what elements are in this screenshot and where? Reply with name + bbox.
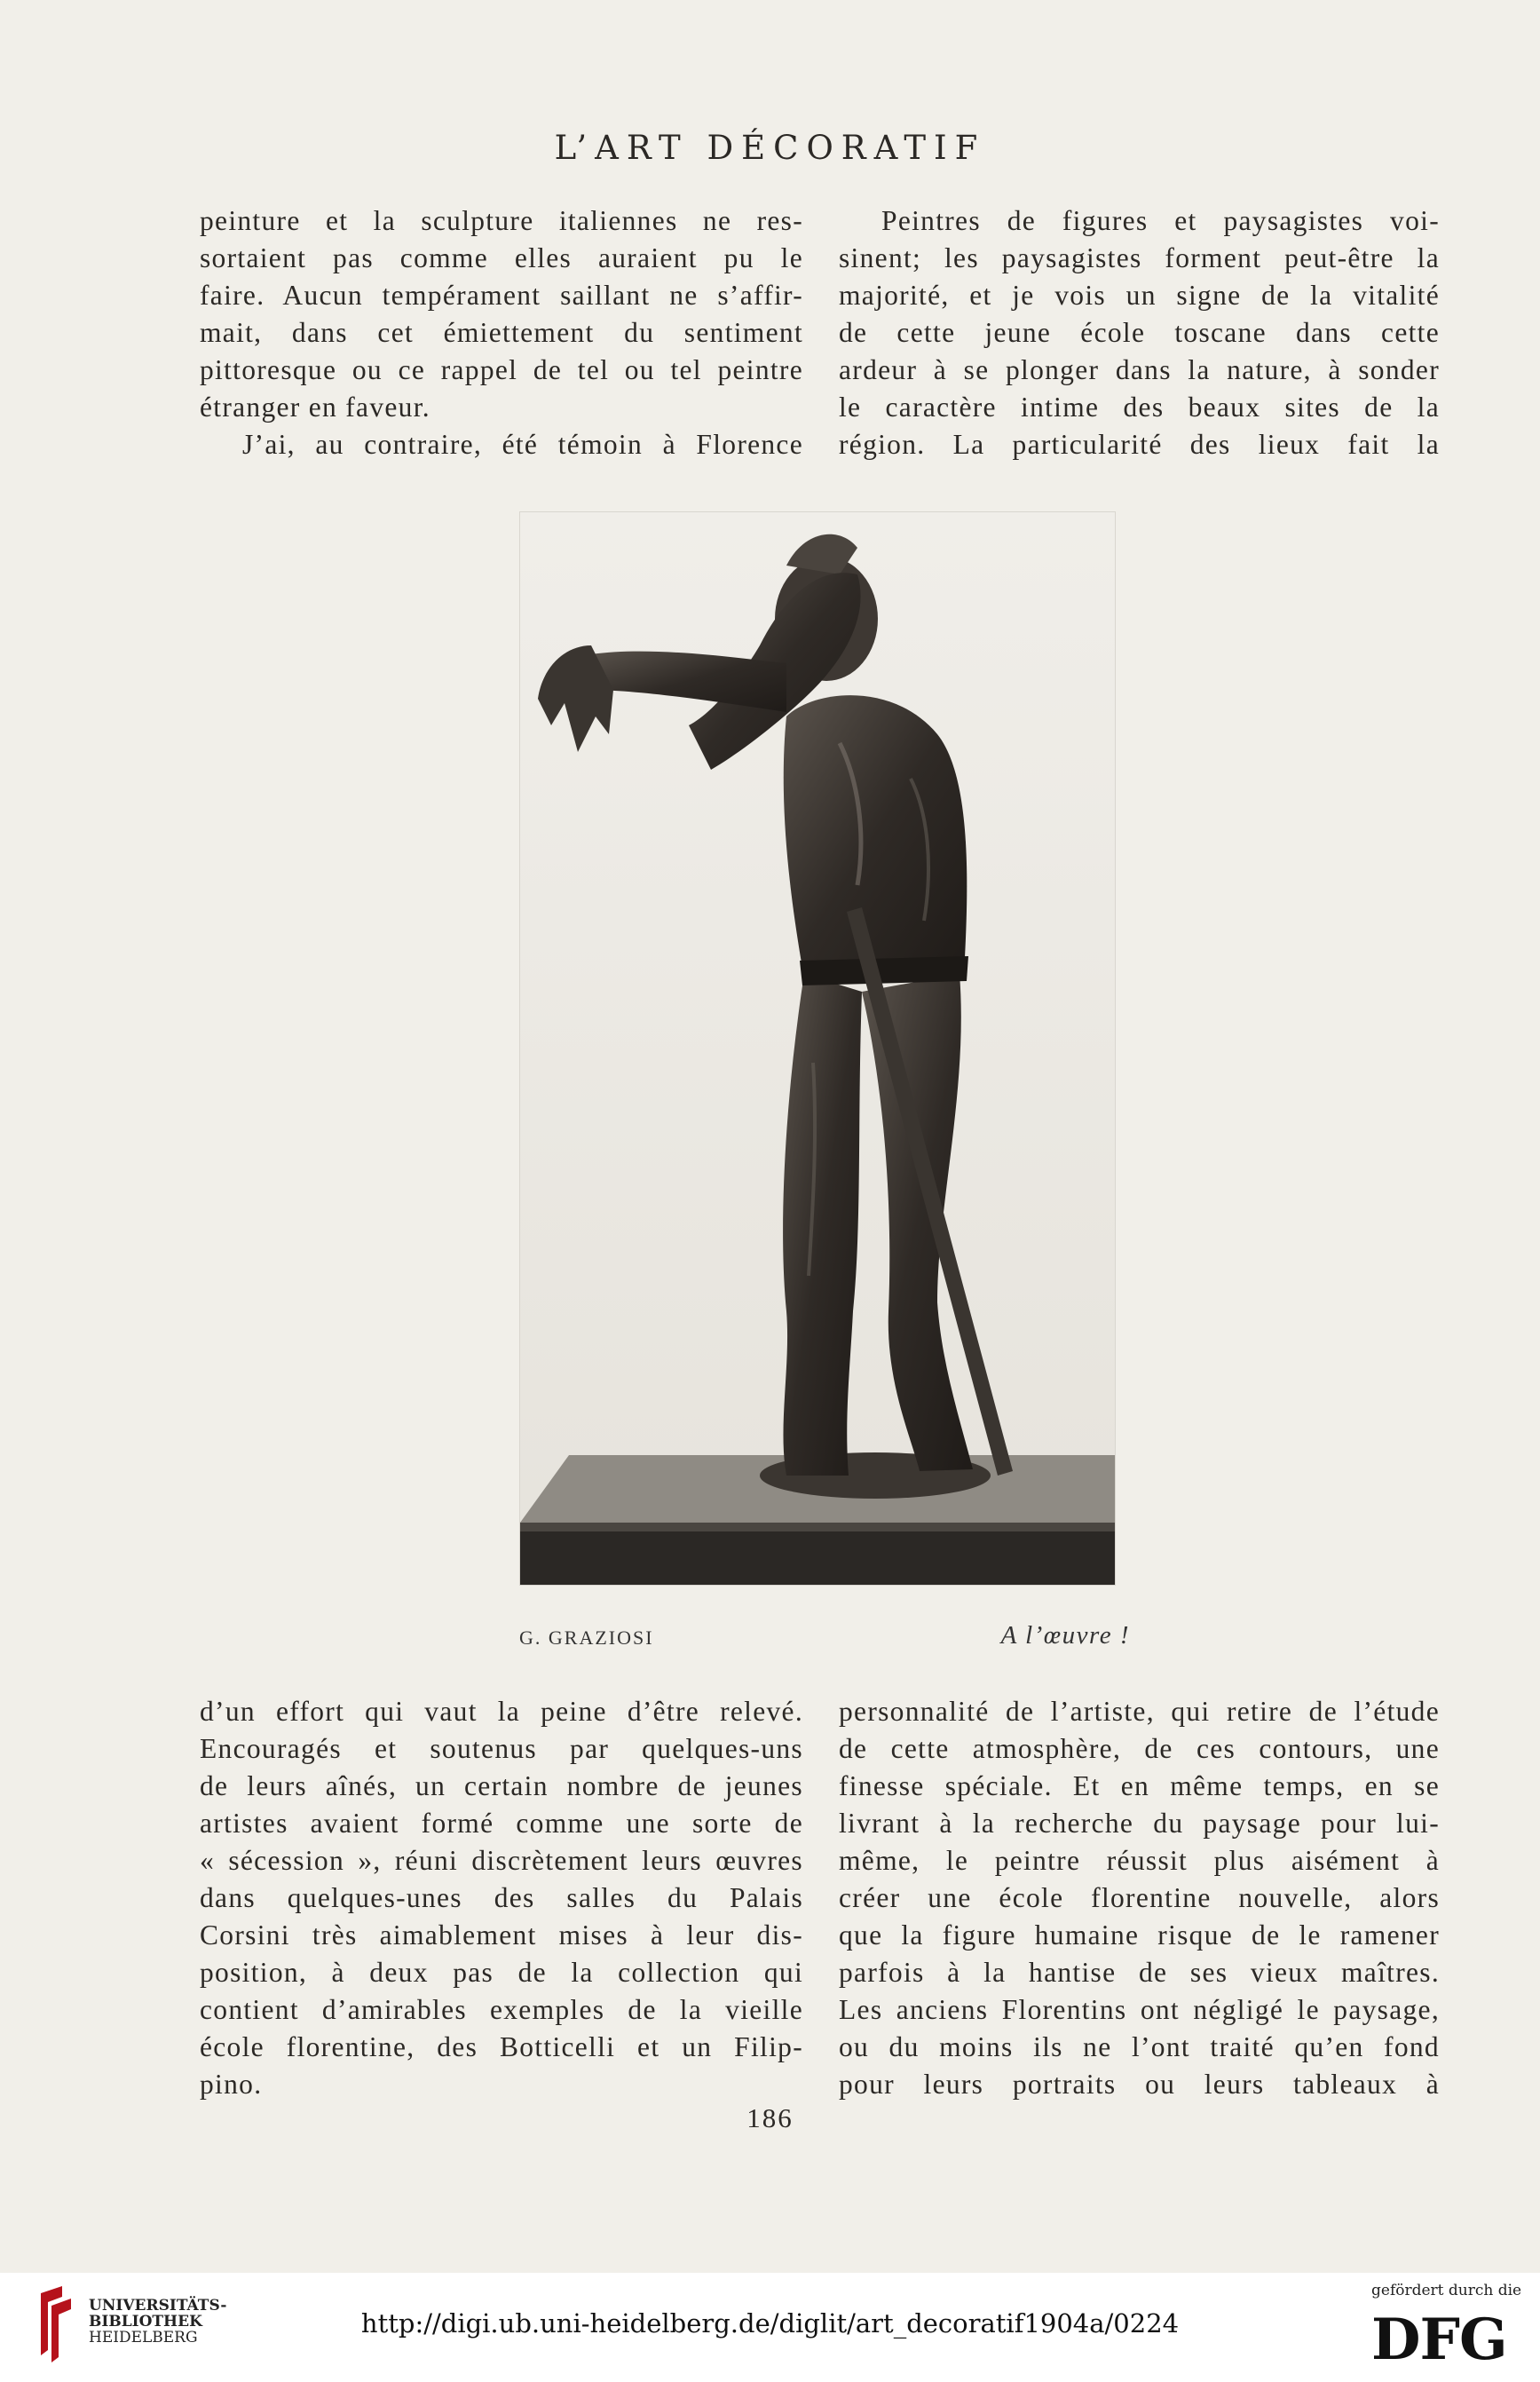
text-line: peinture et la sculpture italiennes ne res- <box>200 205 803 236</box>
text-line: de leurs aînés, un certain nombre de jeunes <box>200 1770 803 1801</box>
text-line: ou du moins ils ne l’ont traité qu’en fond <box>839 2031 1440 2062</box>
text-line: faire. Aucun tempérament saillant ne s’affir- <box>200 280 803 311</box>
text-line: Encouragés et soutenus par quelques-uns <box>200 1733 803 1764</box>
page-number: 186 <box>746 2102 794 2133</box>
library-name-line: HEIDELBERG <box>89 2329 198 2346</box>
text-line: de cette atmosphère, de ces contours, une <box>839 1733 1440 1764</box>
text-line: J’ai, au contraire, été témoin à Florence <box>242 429 803 460</box>
text-line: sinent; les paysagistes forment peut-être la <box>839 242 1440 273</box>
text-line: contient d’amirables exemples de la vieille <box>200 1994 803 2025</box>
sculpture-image <box>520 512 1115 1585</box>
figure-caption-artist: G. GRAZIOSI <box>519 1626 654 1649</box>
text-line: ardeur à se plonger dans la nature, à sonder <box>839 354 1440 385</box>
text-line: région. La particularité des lieux fait la <box>839 429 1440 460</box>
text-line: « sécession », réuni discrètement leurs œuvres <box>200 1845 803 1876</box>
text-line: sortaient pas comme elles auraient pu le <box>200 242 803 273</box>
text-line: le caractère intime des beaux sites de la <box>839 392 1440 423</box>
text-column-top-left <box>200 202 803 463</box>
sculpture-photograph <box>519 511 1116 1586</box>
text-line: Les anciens Florentins ont négligé le paysage, <box>839 1994 1440 2025</box>
running-title: L’ART DÉCORATIF <box>554 129 986 167</box>
text-line: même, le peintre réussit plus aisément à <box>839 1845 1440 1876</box>
library-name-line: UNIVERSITÄTS- <box>89 2297 227 2315</box>
figure-caption-title: A l’œuvre ! <box>1000 1621 1130 1650</box>
text-column-top-right <box>839 202 1440 463</box>
text-line: dans quelques-unes des salles du Palais <box>200 1882 803 1913</box>
text-line: d’un effort qui vaut la peine d’être relevé. <box>200 1696 803 1727</box>
text-line: pino. <box>200 2069 263 2100</box>
text-line: créer une école florentine nouvelle, alors <box>839 1882 1440 1913</box>
text-line: que la figure humaine risque de le ramener <box>839 1919 1440 1951</box>
text-line: personnalité de l’artiste, qui retire de l’étude <box>839 1696 1440 1727</box>
text-line: pour leurs portraits ou leurs tableaux à <box>839 2069 1440 2100</box>
text-line: école florentine, des Botticelli et un Filip- <box>200 2031 803 2062</box>
text-line: position, à deux pas de la collection qui <box>200 1957 803 1988</box>
text-line: de cette jeune école toscane dans cette <box>839 317 1440 348</box>
funding-label: gefördert durch die <box>1371 2282 1522 2299</box>
text-column-bottom-left <box>200 1693 803 2103</box>
text-line: Peintres de figures et paysagistes voi- <box>881 205 1440 236</box>
permalink-url[interactable]: http://digi.ub.uni-heidelberg.de/diglit/art_decoratif1904a/0224 <box>360 2308 1180 2338</box>
dfg-logo-icon: DFG <box>1371 2307 1507 2373</box>
text-line: étranger en faveur. <box>200 392 430 423</box>
text-line: finesse spéciale. Et en même temps, en se <box>839 1770 1440 1801</box>
text-line: mait, dans cet émiettement du sentiment <box>200 317 803 348</box>
text-line: pittoresque ou ce rappel de tel ou tel peintre <box>200 354 803 385</box>
text-line: livrant à la recherche du paysage pour lui- <box>839 1808 1440 1839</box>
text-column-bottom-right <box>839 1693 1440 2103</box>
text-line: majorité, et je vois un signe de la vitalité <box>839 280 1440 311</box>
text-line: parfois à la hantise de ses vieux maîtres. <box>839 1957 1440 1988</box>
text-line: artistes avaient formé comme une sorte de <box>200 1808 803 1839</box>
text-line: Corsini très aimablement mises à leur dis- <box>200 1919 803 1951</box>
library-name-line: BIBLIOTHEK <box>89 2313 202 2331</box>
